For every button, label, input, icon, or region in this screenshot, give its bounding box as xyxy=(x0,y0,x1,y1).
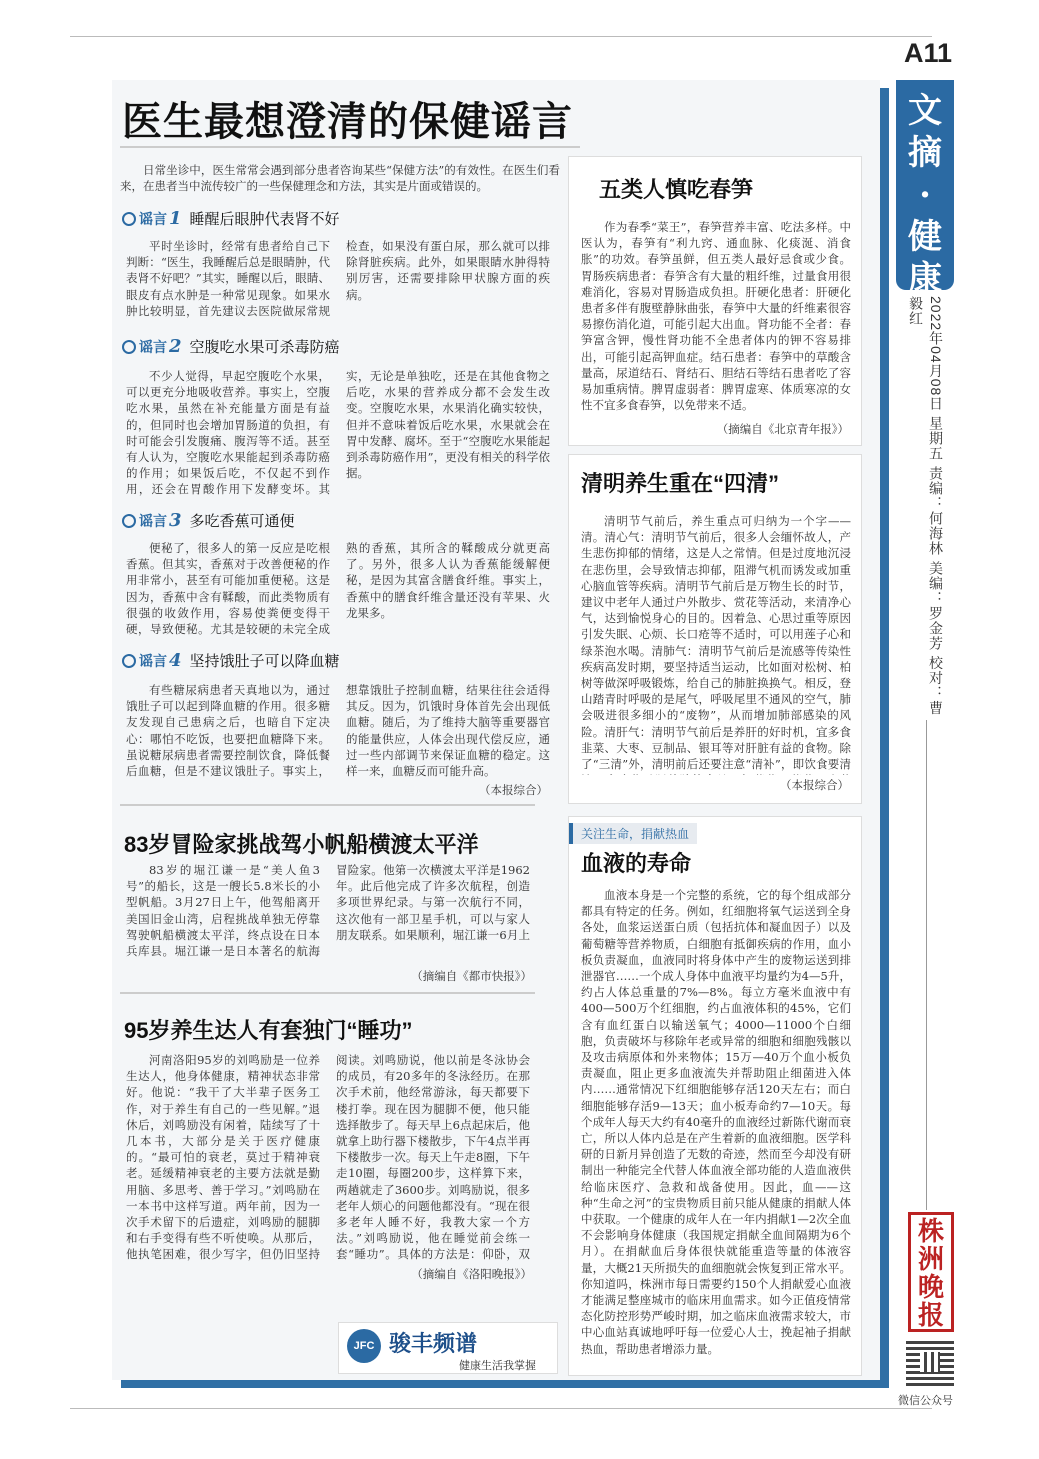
rumor-tag: 谣言 3 xyxy=(122,510,182,531)
circle-icon xyxy=(122,654,136,668)
rumor-2-header xyxy=(122,336,340,357)
newspaper-logo: 株洲 晚报 xyxy=(908,1212,954,1332)
circle-icon xyxy=(122,340,136,354)
rumor-1-header xyxy=(122,208,340,229)
card-title: 清明养生重在“四清” xyxy=(581,471,780,496)
side-rule xyxy=(926,720,927,1210)
rumor-2-text: 不少人觉得，早起空腹吃个水果，可以更充分地吸收营养。事实上，空腹吃水果，虽然在补充能量方面是有益的，但同时也会增加胃肠道的负担，有时可能会引发腹痛、腹泻等不适。甚至有人认为，空腹吃水果能起到杀毒防癌的作用；如果饭后吃，不仅起不到作用，还会在胃酸作用下发酵变坏。其实，无论是单独吃，还是在其他食物之后吃，水果的营养成分都不会发生改变。空腹吃水果，水果消化确实较快，但并不意味着饭后吃水果，水果就会在胃中发酵、腐坏。至于“空腹吃水果能起到杀毒防癌作用”，更没有相关的科学依据。 xyxy=(126,369,550,497)
issue-meta: 2022年04月08日 星期五 责编：何海林 美编：罗金芳 校对：曹毅红 xyxy=(908,296,944,716)
sponsor-ad xyxy=(338,1322,558,1374)
section-rule xyxy=(120,992,535,994)
article3-title: 95岁养生达人有套独门“睡功” xyxy=(124,1018,413,1043)
card-source: （摘编自《北京青年报》） xyxy=(716,422,849,436)
main-intro: 日常坐诊中，医生常常会遇到部分患者咨询某些“保健方法”的有效性。在医生们看来，在患者当中流传较广的一些保健理念和方法，其实是片面或错误的。 xyxy=(120,163,560,194)
rumor-tag: 谣言 4 xyxy=(122,650,182,671)
rumor-1-text: 平时坐诊时，经常有患者给自己下判断：“医生，我睡醒后总是眼睛肿，代表肾不好吧？”其实，睡醒以后，眼睛、眼皮有点水肿是一种常见现象。如果水肿比较明显，首先建议去医院做尿常规检查，如果没有蛋白尿，那么就可以排除肾脏疾病。此外，如果眼睛水肿得特别厉害，还需要排除甲状腺方面的疾病。 xyxy=(126,239,550,318)
top-rule xyxy=(70,36,932,37)
card-text: 清明节气前后，养生重点可归纳为一个字——清。清心气：清明节气前后，很多人会缅怀故人，产生悲伤抑郁的情绪，这是人之常情。但是过度地沉浸在悲伤里，会导致情志抑郁，阻滞气机而诱发或加重心脑血管等疾病。清明节气前后是万物生长的时节，建议中老年人通过户外散步、赏花等活动，来清净心气，达到愉悦身心的目的。因着急、心思过重等原因引发失眠、心烦、长口疮等不适时，可以用莲子心和绿茶泡水喝。清肺气：清明节气前后是流感等传染性疾病高发时期，要坚持适当运动，比如面对松树、柏树等做深呼吸锻炼，给自己的肺脏换换气。相反，登山踏青时呼吸的是尾气，呼吸尾里不通风的空气，肺会吸进很多细小的“废物”，从而增加肺部感染的风险。清肝气：清明节气前后是养肝的好时机，宜多食韭菜、大枣、豆制品、银耳等对肝脏有益的食物。除了“三清”外，清明前后还要注意“清补”，即饮食要清 xyxy=(581,514,851,772)
circle-icon xyxy=(122,212,136,226)
rumor-title: 睡醒后眼肿代表肾不好 xyxy=(189,211,340,228)
article3-text: 河南洛阳95岁的刘鸣励是一位养生达人，他身体健康，精神状态非常好。他说：“我干了大半辈子医务工作，对于养生有自己的一些见解。”退休后，刘鸣励没有闲着，陆续写了十几本书，大部分是关于医疗健康的。“最可怕的衰老，莫过于精神衰老。延缓精神衰老的主要方法就是勤用脑、多思考、善于学习。”刘鸣励在一本书中这样写道。两年前，因为一次手术留下的后遗症，刘鸣励的腿脚和右手变得有些不听使唤。从那后，他执笔困难，很少写字，但仍旧坚持阅读。刘鸣励说，他以前是冬泳协会的成员，有20多年的冬泳经历。在那次手术前，他经常游泳，每天都要下楼打拳。现在因为腿脚不便，他只能选择散步了。每天早上6点起床后，他就拿上助行器下楼散步，下午4点半再下楼散步一次。每天上午走8圈，下午走10圈，每圈200步，这样算下来，两趟就走了3600步。刘鸣励说，很多老年人烦心的问题他都没有。“现在很多老年人睡不好，我教大家一个方法。”刘鸣励说，他在睡觉前会练一套“睡功”。具体的方法是：仰卧，双 xyxy=(126,1053,530,1262)
section-tab-dot: · xyxy=(919,175,931,215)
article2-text: 83岁的堀江谦一是“美人鱼3号”的船长，这是一艘长5.8米长的小型帆船。3月27日上午，他驾船离开美国旧金山湾，启程挑战单独无停靠驾驶帆船横渡太平洋，终点设在日本兵库县。堀江谦一是日本著名的航海冒险家。他第一次横渡太平洋是1962年。此后他完成了许多次航程，创造多项世界纪录。与第一次航行不同，这次他有一部卫星手机，可以与家人朋友联系。如果顺利，堀江谦一6月上 xyxy=(126,863,530,959)
section-rule xyxy=(120,804,535,806)
page-number: A11 xyxy=(904,38,953,68)
article-card-blood xyxy=(568,816,862,1376)
rumor-3-text: 便秘了，很多人的第一反应是吃根香蕉。但其实，香蕉对于改善便秘的作用非常小，甚至有可能加重便秘。这是因为，香蕉中含有鞣酸，而此类物质有很强的收敛作用，容易使粪便变得干硬，导致便秘。尤其是较硬的未完全成熟的香蕉，其所含的鞣酸成分就更高了。另外，很多人认为香蕉能缓解便秘，是因为其富含膳食纤维。事实上，香蕉中的膳食纤维含量还没有苹果、火龙果多。 xyxy=(126,541,550,637)
card-title: 五类人慎吃春笋 xyxy=(599,177,754,202)
rumor-4-header xyxy=(122,650,340,671)
content-panel xyxy=(112,80,880,1380)
bottom-rule xyxy=(70,1408,932,1409)
qr-code-icon[interactable] xyxy=(906,1338,954,1386)
card-text: 作为春季“菜王”，春笋营养丰富、吃法多样。中医认为，春笋有“利九窍、通血脉、化痰涎、消食胀”的功效。春笋虽鲜，但五类人最好忌食或少食。胃肠疾病患者：春笋含有大量的粗纤维，过量食用很难消化，容易对胃肠造成负担。肝硬化患者：肝硬化患者多伴有腹壁静脉曲张，春笋中大量的纤维素很容易擦伤消化道，可能引起大出血。肾功能不全者：春笋富含钾，慢性肾功能不全患者体内的钾不容易排出，可能引起高钾血症。结石患者：春笋中的草酸含量高，尿道结石、肾结石、胆结石等结石患者吃了容易加重病情。脾胃虚弱者：脾胃虚寒、体质寒凉的女性不宜多食春笋，以免带来不适。 xyxy=(581,220,851,413)
topic-banner: 关注生命，捐献热血 xyxy=(569,823,697,844)
card-source: （本报综合） xyxy=(780,778,849,792)
sponsor-slogan: 健康生活我掌握 xyxy=(459,1360,536,1372)
rumor-4-text: 有些糖尿病患者天真地以为，通过饿肚子可以起到降血糖的作用。很多糖友发现自己患病之后，也暗自下定决心：哪怕不吃饭，也要把血糖降下来。虽说糖尿病患者需要控制饮食，降低餐后血糖，但是不建议饿肚子。事实上，想靠饿肚子控制血糖，结果往往会适得其反。因为，饥饿时身体首先会出现低血糖。随后，为了维持大脑等重要器官的能量供应，人体会出现代偿反应，通过一些内部调节来保证血糖的稳定。这样一来，血糖反而可能升高。 xyxy=(126,683,550,779)
article3-source: （摘编自《洛阳晚报》） xyxy=(411,1267,532,1281)
rumor-tag: 谣言 1 xyxy=(122,208,182,229)
card-text: 血液本身是一个完整的系统，它的每个组成部分都具有特定的任务。例如，红细胞将氧气运送到全身各处，血浆运送蛋白质（包括抗体和凝血因子）以及葡萄糖等营养物质，白细胞有抵御疾病的作用，血小板负责凝血，血液同时将身体中产生的废物运送到排泄器官……一个成人身体中血液平均量约为4—5升，约占人体总重量的7%—8%。每立方毫米血液中有400—500万个红细胞，约占血液体积的45%，它们含有血红蛋白以输送氧气；4000—11000个白细胞，负责破坏与移除年老或异常的细胞和细胞残骸以及攻击病原体和外来物体；15万—40万个血小板负责凝血，阻止更多血液流失并帮助阻止细菌进入体内……通常情况下红细胞能够存活120天左右；而白细胞能够存活9—13天；血小板寿命约7—10天。每个成年人每天大约有40毫升的血液经过新陈代谢而衰亡，所以人体内总是在产生着新的血液细胞。医学科研的日新月异创造了无数的奇迹，然而至今却没有研制出一种能完全代替人体血液全部功能的人造血液供给临床医疗、急救和战备使用。因此，血——这种“生命之河”的宝贵物质目前只能从健康的捐献人体中获取。一个健康的成年人在一年内捐献1—2次全血不会影响身体健康（我国规定捐献全血间隔期为6个月）。在捐献血后身体很快就能重造等量的体液容量，大概21天所损失的血细胞就会恢复到正常水平。你知道吗，株洲市每日需要约150个人捐献爱心血液才能满足整座城市的临床用血需求。如今正值疫情常态化防控形势严峻时期，加之临床血液需求较大，市中心血站真诚地呼吁每一位爱心人士，挽起袖子捐献热血，帮助患者增添力量。 xyxy=(581,888,851,1356)
article-card-spring-shoots xyxy=(568,156,862,446)
main-title: 医生最想澄清的保健谣言 xyxy=(122,100,573,144)
rumor-4-source: （本报综合） xyxy=(479,783,548,797)
section-tab xyxy=(896,80,954,299)
qr-caption: 微信公众号 xyxy=(898,1395,953,1407)
article-card-qingming xyxy=(568,454,862,804)
article2-source: （摘编自《都市快报》） xyxy=(411,969,532,983)
sponsor-name: 骏丰频谱 xyxy=(389,1331,478,1356)
rumor-tag: 谣言 2 xyxy=(122,336,182,357)
section-tab-line: 健康 xyxy=(908,217,942,299)
rumor-title: 空腹吃水果可杀毒防癌 xyxy=(189,339,340,356)
card-title: 血液的寿命 xyxy=(581,851,692,876)
rumor-title: 坚持饿肚子可以降血糖 xyxy=(189,653,340,670)
rumor-3-header xyxy=(122,510,295,531)
title-rule xyxy=(120,146,580,148)
rumor-title: 多吃香蕉可通便 xyxy=(189,513,295,530)
sponsor-logo: JFC xyxy=(347,1329,381,1363)
circle-icon xyxy=(122,514,136,528)
article2-title: 83岁冒险家挑战驾小帆船横渡太平洋 xyxy=(124,832,479,857)
section-tab-line: 文摘 xyxy=(908,91,942,173)
